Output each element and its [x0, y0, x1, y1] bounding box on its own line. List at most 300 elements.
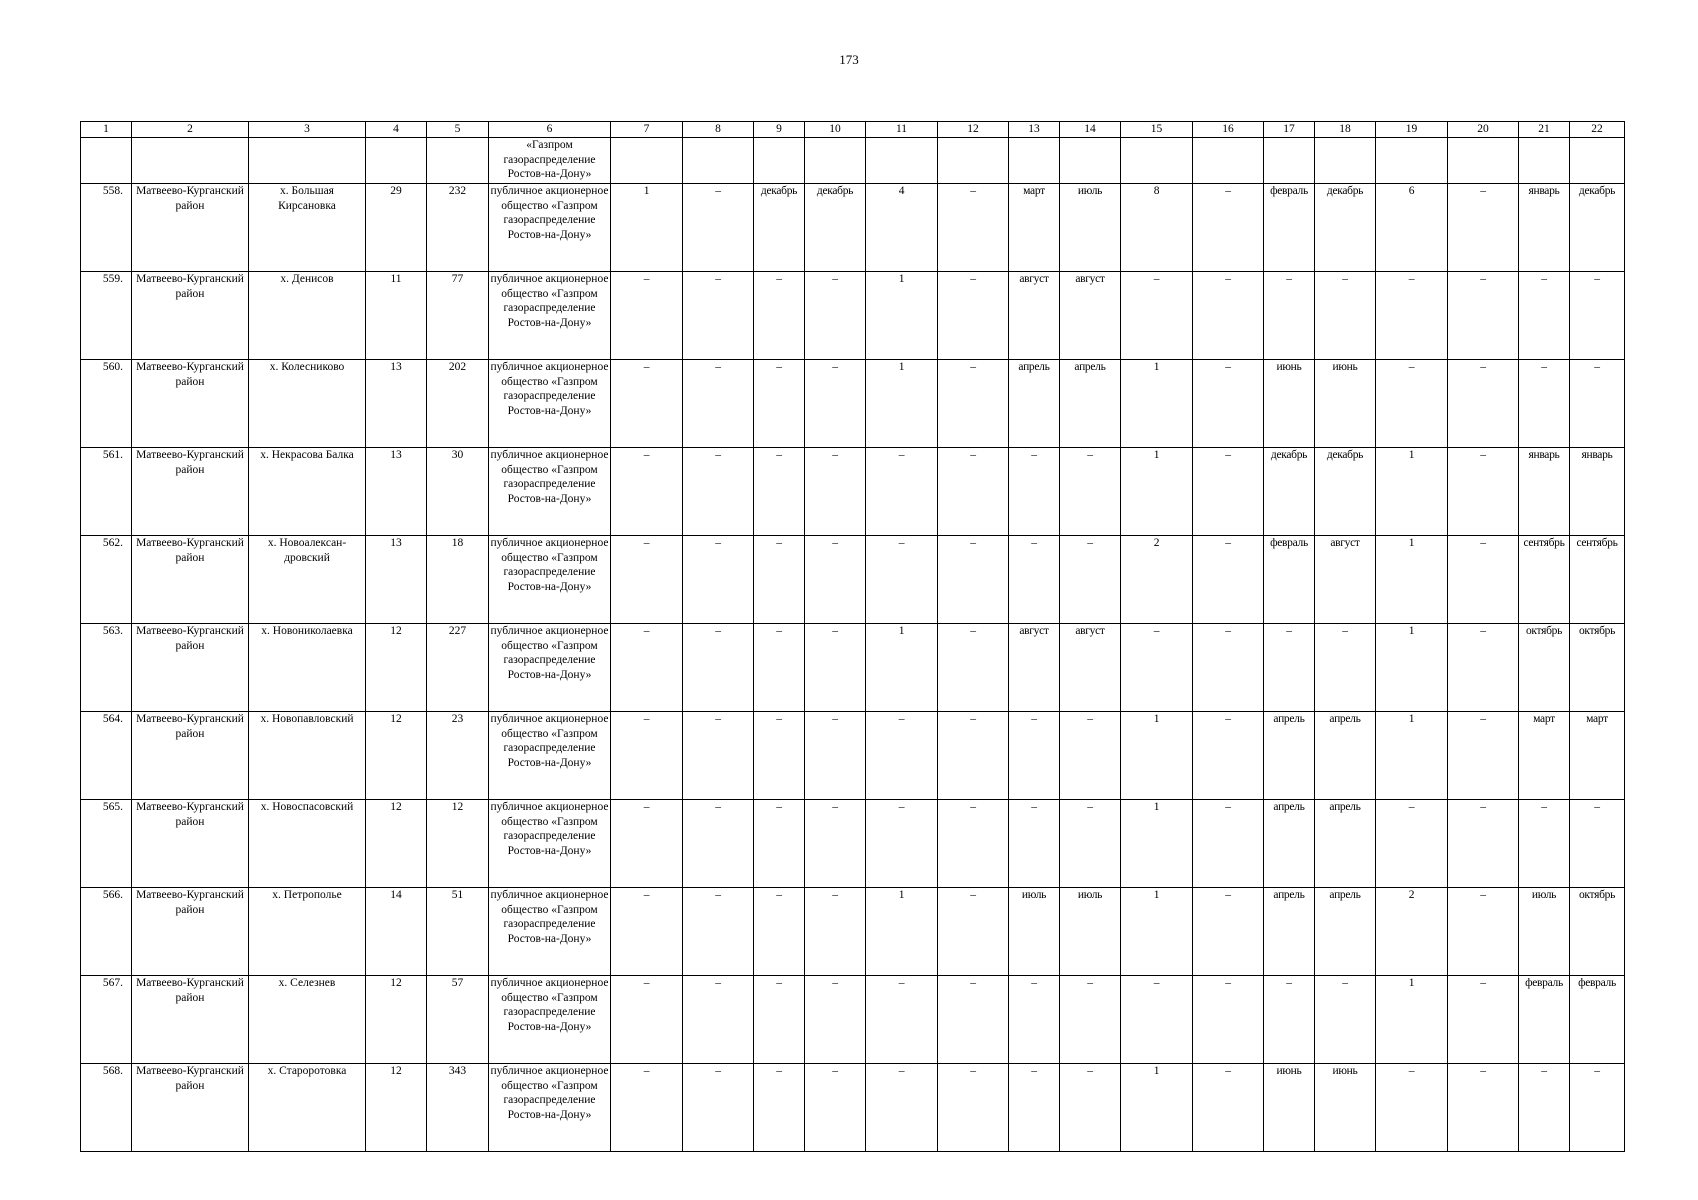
col4-cell: 13: [366, 536, 427, 624]
col19-cell: 1: [1376, 536, 1448, 624]
col12-cell: –: [938, 448, 1009, 536]
col5-cell: 30: [427, 448, 489, 536]
col5-cell: 202: [427, 360, 489, 448]
col16-cell: –: [1193, 976, 1264, 1064]
col13-cell: –: [1009, 800, 1060, 888]
col17-cell: апрель: [1264, 712, 1315, 800]
settlement-cell: х. Денисов: [249, 272, 366, 360]
col4-cell: 12: [366, 1064, 427, 1152]
row-number-cell: 561.: [81, 448, 132, 536]
col8-cell: –: [683, 536, 754, 624]
col22-cell: декабрь: [1570, 184, 1625, 272]
col17-cell: июнь: [1264, 1064, 1315, 1152]
table-cell: [611, 138, 683, 184]
col4-cell: 12: [366, 976, 427, 1064]
col20-cell: –: [1448, 448, 1519, 536]
column-header: 9: [754, 122, 805, 138]
col9-cell: –: [754, 1064, 805, 1152]
col18-cell: июнь: [1315, 360, 1376, 448]
column-header: 18: [1315, 122, 1376, 138]
col15-cell: 1: [1121, 888, 1193, 976]
col22-cell: февраль: [1570, 976, 1625, 1064]
district-cell: Матвеево-Курганский район: [132, 272, 249, 360]
col15-cell: 1: [1121, 712, 1193, 800]
district-cell: Матвеево-Курганский район: [132, 976, 249, 1064]
col11-cell: 1: [866, 624, 938, 712]
col13-cell: август: [1009, 272, 1060, 360]
col9-cell: –: [754, 624, 805, 712]
col8-cell: –: [683, 184, 754, 272]
col14-cell: июль: [1060, 888, 1121, 976]
table-row: [81, 448, 1625, 536]
continuation-row: [81, 138, 1625, 184]
table-cell: [1193, 138, 1264, 184]
settlement-cell: х. Новоалексан-дровский: [249, 536, 366, 624]
col10-cell: –: [805, 360, 866, 448]
column-header: 3: [249, 122, 366, 138]
col11-cell: 4: [866, 184, 938, 272]
col19-cell: 6: [1376, 184, 1448, 272]
col22-cell: январь: [1570, 448, 1625, 536]
column-header: 1: [81, 122, 132, 138]
table-cell: [805, 138, 866, 184]
col11-cell: 1: [866, 272, 938, 360]
col21-cell: октябрь: [1519, 624, 1570, 712]
operator-cell: публичное акционерное общество «Газпром газораспределение Ростов-на-Дону»: [489, 712, 611, 800]
operator-cell-continued: «Газпром газораспределение Ростов-на-Дону»: [489, 138, 611, 184]
col15-cell: 1: [1121, 448, 1193, 536]
col11-cell: 1: [866, 888, 938, 976]
col5-cell: 23: [427, 712, 489, 800]
col12-cell: –: [938, 888, 1009, 976]
col8-cell: –: [683, 448, 754, 536]
settlement-cell: х. Большая Кирсановка: [249, 184, 366, 272]
col17-cell: февраль: [1264, 536, 1315, 624]
col22-cell: –: [1570, 272, 1625, 360]
column-header: 12: [938, 122, 1009, 138]
col21-cell: март: [1519, 712, 1570, 800]
col13-cell: апрель: [1009, 360, 1060, 448]
col7-cell: –: [611, 448, 683, 536]
col19-cell: –: [1376, 1064, 1448, 1152]
col15-cell: –: [1121, 624, 1193, 712]
col7-cell: –: [611, 712, 683, 800]
settlement-cell: х. Новоспасовский: [249, 800, 366, 888]
col12-cell: –: [938, 536, 1009, 624]
col20-cell: –: [1448, 1064, 1519, 1152]
col13-cell: –: [1009, 976, 1060, 1064]
table-cell: [366, 138, 427, 184]
col9-cell: –: [754, 536, 805, 624]
operator-cell: публичное акционерное общество «Газпром газораспределение Ростов-на-Дону»: [489, 976, 611, 1064]
column-header: 4: [366, 122, 427, 138]
col20-cell: –: [1448, 800, 1519, 888]
column-header: 16: [1193, 122, 1264, 138]
col17-cell: декабрь: [1264, 448, 1315, 536]
page-number: 173: [839, 52, 859, 67]
col19-cell: –: [1376, 272, 1448, 360]
col11-cell: –: [866, 1064, 938, 1152]
col18-cell: апрель: [1315, 888, 1376, 976]
operator-cell: публичное акционерное общество «Газпром газораспределение Ростов-на-Дону»: [489, 800, 611, 888]
row-number-cell: 568.: [81, 1064, 132, 1152]
col12-cell: –: [938, 184, 1009, 272]
col12-cell: –: [938, 1064, 1009, 1152]
col5-cell: 18: [427, 536, 489, 624]
table-row: [81, 712, 1625, 800]
col16-cell: –: [1193, 272, 1264, 360]
row-number-cell: 564.: [81, 712, 132, 800]
col10-cell: –: [805, 448, 866, 536]
row-number-cell: 563.: [81, 624, 132, 712]
col21-cell: январь: [1519, 448, 1570, 536]
data-table: [80, 121, 1625, 1152]
col16-cell: –: [1193, 360, 1264, 448]
col14-cell: август: [1060, 624, 1121, 712]
col19-cell: 1: [1376, 448, 1448, 536]
col12-cell: –: [938, 800, 1009, 888]
row-number-cell: 566.: [81, 888, 132, 976]
col18-cell: апрель: [1315, 712, 1376, 800]
col4-cell: 29: [366, 184, 427, 272]
col11-cell: –: [866, 448, 938, 536]
table-row: [81, 360, 1625, 448]
column-header: 21: [1519, 122, 1570, 138]
table-cell: [866, 138, 938, 184]
col21-cell: январь: [1519, 184, 1570, 272]
col16-cell: –: [1193, 888, 1264, 976]
col21-cell: –: [1519, 360, 1570, 448]
district-cell: Матвеево-Курганский район: [132, 448, 249, 536]
col18-cell: –: [1315, 976, 1376, 1064]
row-number-cell: 559.: [81, 272, 132, 360]
table-cell: [754, 138, 805, 184]
table-cell: [1448, 138, 1519, 184]
col13-cell: –: [1009, 1064, 1060, 1152]
col11-cell: –: [866, 800, 938, 888]
table-cell: [1009, 138, 1060, 184]
col10-cell: –: [805, 712, 866, 800]
column-header: 15: [1121, 122, 1193, 138]
col22-cell: сентябрь: [1570, 536, 1625, 624]
column-header: 17: [1264, 122, 1315, 138]
table-row: [81, 272, 1625, 360]
column-header: 8: [683, 122, 754, 138]
col7-cell: –: [611, 272, 683, 360]
col14-cell: –: [1060, 800, 1121, 888]
col21-cell: июль: [1519, 888, 1570, 976]
table-cell: [1060, 138, 1121, 184]
col21-cell: сентябрь: [1519, 536, 1570, 624]
col16-cell: –: [1193, 800, 1264, 888]
col9-cell: декабрь: [754, 184, 805, 272]
col20-cell: –: [1448, 976, 1519, 1064]
column-header: 7: [611, 122, 683, 138]
col12-cell: –: [938, 976, 1009, 1064]
table-cell: [427, 138, 489, 184]
col15-cell: –: [1121, 976, 1193, 1064]
table-cell: [1121, 138, 1193, 184]
col4-cell: 12: [366, 712, 427, 800]
col15-cell: –: [1121, 272, 1193, 360]
col7-cell: –: [611, 360, 683, 448]
col22-cell: –: [1570, 360, 1625, 448]
settlement-cell: х. Некрасова Балка: [249, 448, 366, 536]
col13-cell: март: [1009, 184, 1060, 272]
col4-cell: 12: [366, 800, 427, 888]
col20-cell: –: [1448, 536, 1519, 624]
col9-cell: –: [754, 800, 805, 888]
col17-cell: –: [1264, 272, 1315, 360]
col17-cell: июнь: [1264, 360, 1315, 448]
col16-cell: –: [1193, 1064, 1264, 1152]
col9-cell: –: [754, 888, 805, 976]
col21-cell: февраль: [1519, 976, 1570, 1064]
district-cell: Матвеево-Курганский район: [132, 1064, 249, 1152]
col10-cell: декабрь: [805, 184, 866, 272]
col10-cell: –: [805, 272, 866, 360]
column-header: 14: [1060, 122, 1121, 138]
settlement-cell: х. Селезнев: [249, 976, 366, 1064]
col15-cell: 1: [1121, 360, 1193, 448]
col14-cell: –: [1060, 1064, 1121, 1152]
col16-cell: –: [1193, 536, 1264, 624]
column-header: 13: [1009, 122, 1060, 138]
col15-cell: 2: [1121, 536, 1193, 624]
district-cell: Матвеево-Курганский район: [132, 800, 249, 888]
row-number-cell: 558.: [81, 184, 132, 272]
col9-cell: –: [754, 976, 805, 1064]
col10-cell: –: [805, 624, 866, 712]
col15-cell: 1: [1121, 1064, 1193, 1152]
col10-cell: –: [805, 888, 866, 976]
col13-cell: –: [1009, 536, 1060, 624]
col13-cell: июль: [1009, 888, 1060, 976]
col5-cell: 227: [427, 624, 489, 712]
col7-cell: –: [611, 976, 683, 1064]
col22-cell: –: [1570, 1064, 1625, 1152]
row-number-cell: 562.: [81, 536, 132, 624]
col5-cell: 77: [427, 272, 489, 360]
col5-cell: 12: [427, 800, 489, 888]
col8-cell: –: [683, 888, 754, 976]
col16-cell: –: [1193, 712, 1264, 800]
table-cell: [1376, 138, 1448, 184]
operator-cell: публичное акционерное общество «Газпром газораспределение Ростов-на-Дону»: [489, 888, 611, 976]
col7-cell: –: [611, 1064, 683, 1152]
table-cell: [938, 138, 1009, 184]
col12-cell: –: [938, 712, 1009, 800]
col19-cell: –: [1376, 360, 1448, 448]
col7-cell: –: [611, 624, 683, 712]
col21-cell: –: [1519, 800, 1570, 888]
col10-cell: –: [805, 976, 866, 1064]
col15-cell: 1: [1121, 800, 1193, 888]
col22-cell: –: [1570, 800, 1625, 888]
table-cell: [249, 138, 366, 184]
row-number-cell: 560.: [81, 360, 132, 448]
table-row: [81, 536, 1625, 624]
row-number-cell: 567.: [81, 976, 132, 1064]
col22-cell: октябрь: [1570, 888, 1625, 976]
col5-cell: 57: [427, 976, 489, 1064]
column-header: 19: [1376, 122, 1448, 138]
col4-cell: 12: [366, 624, 427, 712]
col13-cell: –: [1009, 712, 1060, 800]
district-cell: Матвеево-Курганский район: [132, 888, 249, 976]
district-cell: Матвеево-Курганский район: [132, 712, 249, 800]
col13-cell: –: [1009, 448, 1060, 536]
col17-cell: апрель: [1264, 800, 1315, 888]
col18-cell: декабрь: [1315, 448, 1376, 536]
operator-cell: публичное акционерное общество «Газпром газораспределение Ростов-на-Дону»: [489, 360, 611, 448]
column-header: 11: [866, 122, 938, 138]
operator-cell: публичное акционерное общество «Газпром газораспределение Ростов-на-Дону»: [489, 624, 611, 712]
header-row: [81, 122, 1625, 138]
col9-cell: –: [754, 360, 805, 448]
table-cell: [1264, 138, 1315, 184]
settlement-cell: х. Петрополье: [249, 888, 366, 976]
table-row: [81, 184, 1625, 272]
column-header: 6: [489, 122, 611, 138]
col8-cell: –: [683, 360, 754, 448]
col11-cell: 1: [866, 360, 938, 448]
col4-cell: 13: [366, 360, 427, 448]
operator-cell: публичное акционерное общество «Газпром газораспределение Ростов-на-Дону»: [489, 448, 611, 536]
col11-cell: –: [866, 712, 938, 800]
table-cell: [1570, 138, 1625, 184]
col14-cell: апрель: [1060, 360, 1121, 448]
col22-cell: март: [1570, 712, 1625, 800]
col17-cell: февраль: [1264, 184, 1315, 272]
col9-cell: –: [754, 272, 805, 360]
col7-cell: 1: [611, 184, 683, 272]
col18-cell: –: [1315, 272, 1376, 360]
col18-cell: июнь: [1315, 1064, 1376, 1152]
operator-cell: публичное акционерное общество «Газпром газораспределение Ростов-на-Дону»: [489, 184, 611, 272]
col5-cell: 232: [427, 184, 489, 272]
col5-cell: 343: [427, 1064, 489, 1152]
col14-cell: –: [1060, 976, 1121, 1064]
col8-cell: –: [683, 1064, 754, 1152]
col20-cell: –: [1448, 624, 1519, 712]
col13-cell: август: [1009, 624, 1060, 712]
table-cell: [1315, 138, 1376, 184]
col18-cell: декабрь: [1315, 184, 1376, 272]
table-row: [81, 624, 1625, 712]
operator-cell: публичное акционерное общество «Газпром газораспределение Ростов-на-Дону»: [489, 272, 611, 360]
row-number-cell: 565.: [81, 800, 132, 888]
table-row: [81, 888, 1625, 976]
table-cell: [132, 138, 249, 184]
column-header: 10: [805, 122, 866, 138]
district-cell: Матвеево-Курганский район: [132, 624, 249, 712]
col9-cell: –: [754, 712, 805, 800]
table-cell: [683, 138, 754, 184]
col19-cell: –: [1376, 800, 1448, 888]
district-cell: Матвеево-Курганский район: [132, 360, 249, 448]
col8-cell: –: [683, 624, 754, 712]
settlement-cell: х. Колесниково: [249, 360, 366, 448]
table-row: [81, 800, 1625, 888]
operator-cell: публичное акционерное общество «Газпром газораспределение Ростов-на-Дону»: [489, 536, 611, 624]
col8-cell: –: [683, 712, 754, 800]
col8-cell: –: [683, 976, 754, 1064]
operator-cell: публичное акционерное общество «Газпром газораспределение Ростов-на-Дону»: [489, 1064, 611, 1152]
col12-cell: –: [938, 272, 1009, 360]
col21-cell: –: [1519, 272, 1570, 360]
col16-cell: –: [1193, 624, 1264, 712]
col16-cell: –: [1193, 448, 1264, 536]
col7-cell: –: [611, 888, 683, 976]
column-header: 20: [1448, 122, 1519, 138]
col15-cell: 8: [1121, 184, 1193, 272]
col19-cell: 1: [1376, 976, 1448, 1064]
col19-cell: 2: [1376, 888, 1448, 976]
col22-cell: октябрь: [1570, 624, 1625, 712]
col14-cell: –: [1060, 712, 1121, 800]
col14-cell: август: [1060, 272, 1121, 360]
col18-cell: август: [1315, 536, 1376, 624]
table-cell: [1519, 138, 1570, 184]
col10-cell: –: [805, 536, 866, 624]
district-cell: Матвеево-Курганский район: [132, 184, 249, 272]
col20-cell: –: [1448, 712, 1519, 800]
settlement-cell: х. Новониколаевка: [249, 624, 366, 712]
col8-cell: –: [683, 272, 754, 360]
column-header: 22: [1570, 122, 1625, 138]
col10-cell: –: [805, 1064, 866, 1152]
col20-cell: –: [1448, 272, 1519, 360]
col14-cell: –: [1060, 536, 1121, 624]
col11-cell: –: [866, 976, 938, 1064]
col5-cell: 51: [427, 888, 489, 976]
col4-cell: 14: [366, 888, 427, 976]
col7-cell: –: [611, 536, 683, 624]
col12-cell: –: [938, 624, 1009, 712]
column-header: 5: [427, 122, 489, 138]
col20-cell: –: [1448, 360, 1519, 448]
col11-cell: –: [866, 536, 938, 624]
column-header: 2: [132, 122, 249, 138]
col18-cell: –: [1315, 624, 1376, 712]
col7-cell: –: [611, 800, 683, 888]
table-cell: [81, 138, 132, 184]
col16-cell: –: [1193, 184, 1264, 272]
col14-cell: июль: [1060, 184, 1121, 272]
col8-cell: –: [683, 800, 754, 888]
col9-cell: –: [754, 448, 805, 536]
settlement-cell: х. Новопавловский: [249, 712, 366, 800]
col19-cell: 1: [1376, 624, 1448, 712]
col20-cell: –: [1448, 888, 1519, 976]
col17-cell: –: [1264, 976, 1315, 1064]
table-row: [81, 976, 1625, 1064]
settlement-cell: х. Староротовка: [249, 1064, 366, 1152]
col21-cell: –: [1519, 1064, 1570, 1152]
district-cell: Матвеево-Курганский район: [132, 536, 249, 624]
col4-cell: 13: [366, 448, 427, 536]
col17-cell: апрель: [1264, 888, 1315, 976]
col14-cell: –: [1060, 448, 1121, 536]
col12-cell: –: [938, 360, 1009, 448]
col18-cell: апрель: [1315, 800, 1376, 888]
col19-cell: 1: [1376, 712, 1448, 800]
table-row: [81, 1064, 1625, 1152]
col17-cell: –: [1264, 624, 1315, 712]
col4-cell: 11: [366, 272, 427, 360]
col10-cell: –: [805, 800, 866, 888]
